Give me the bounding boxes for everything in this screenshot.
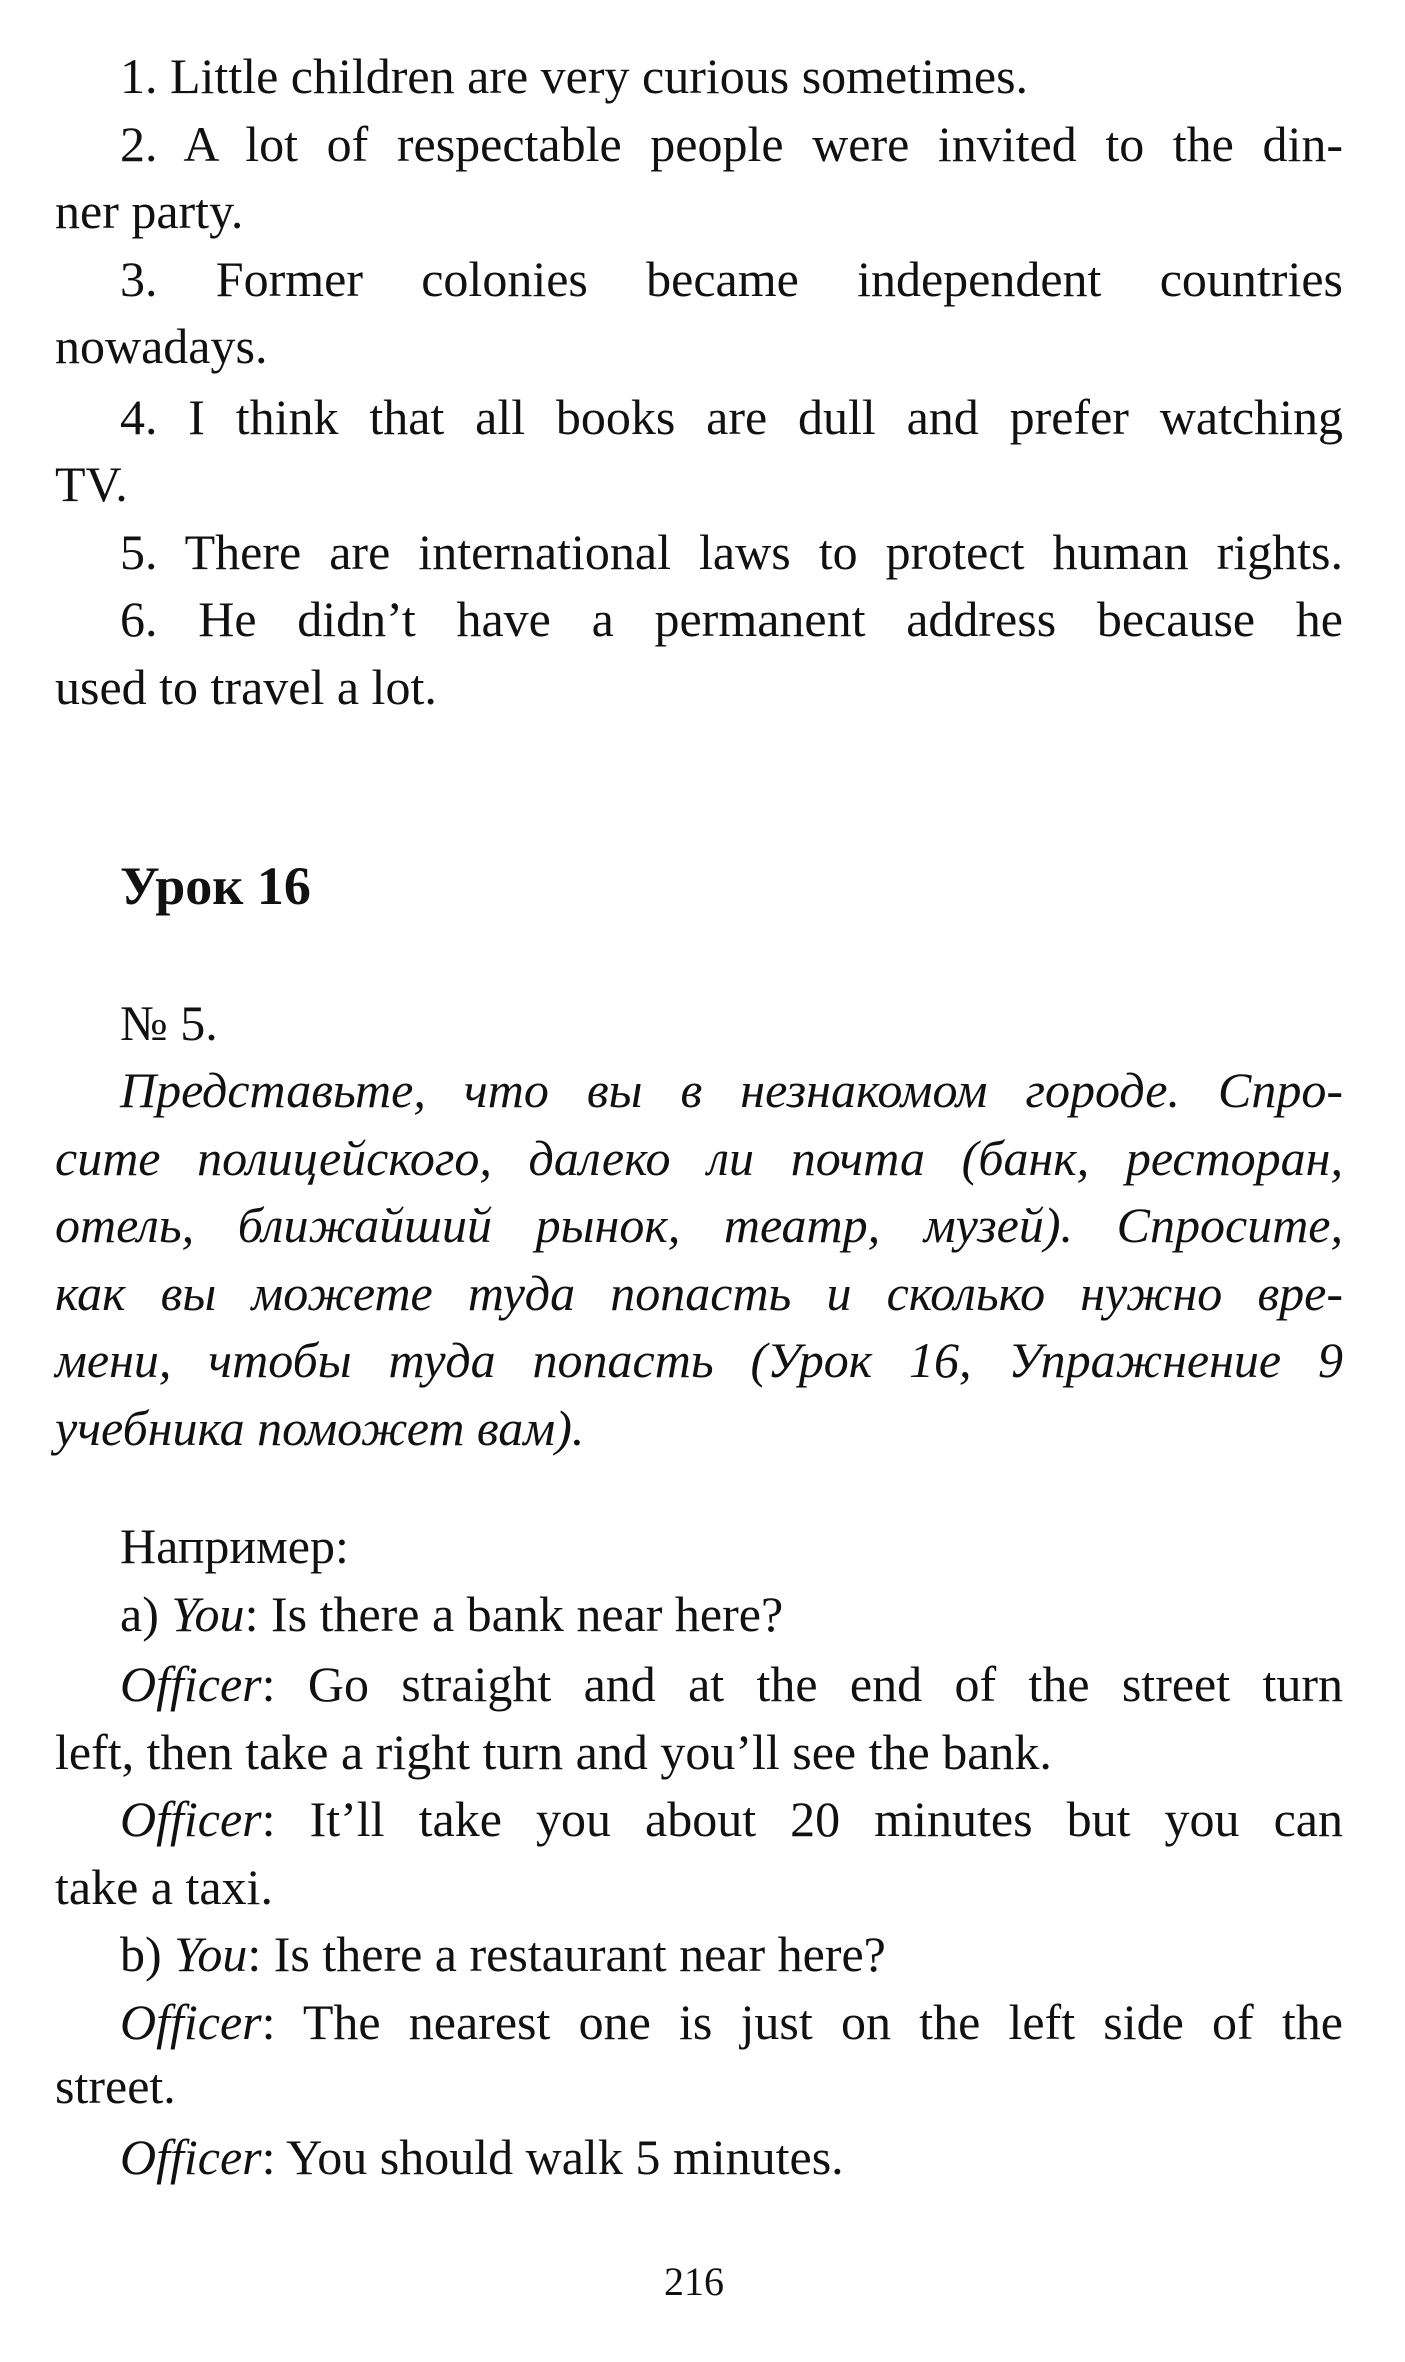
dialogue-line xyxy=(55,1720,1343,1784)
line-text: : It’ll take you about 20 minutes but you can xyxy=(261,1791,1343,1847)
dialogue-line xyxy=(55,1787,1343,1851)
task-instruction-line xyxy=(55,1058,1343,1122)
speaker-label: Officer xyxy=(120,1993,262,2050)
task-instruction-line xyxy=(55,1261,1343,1325)
line-text: 4. I think that all books are dull and prefer watching xyxy=(120,388,1343,445)
line-text: b) xyxy=(120,1926,175,1982)
line-text: ner party. xyxy=(55,183,244,239)
page-number: 216 xyxy=(664,2259,724,2304)
exercise-answer-line xyxy=(55,520,1343,584)
line-text: nowadays. xyxy=(55,318,268,374)
line-text: left, then take a right turn and you’ll see the bank. xyxy=(55,1723,1052,1780)
line-text: Представьте, что вы в незнакомом городе. Спро- xyxy=(120,1062,1343,1118)
dialogue-line xyxy=(55,1855,1343,1919)
line-text: TV. xyxy=(55,456,128,512)
line-text: 2. A lot of respectable people were invited to the din- xyxy=(120,115,1343,172)
task-instruction-line xyxy=(55,1396,1343,1460)
line-text: used to travel a lot. xyxy=(55,658,437,715)
example-label xyxy=(55,1514,1343,1578)
speaker-label: Officer xyxy=(120,1791,262,1847)
exercise-answer-line xyxy=(55,452,1343,516)
speaker-label: You xyxy=(171,1585,245,1642)
dialogue-line xyxy=(55,1582,1343,1646)
line-text: 3. Former colonies became independent countries xyxy=(120,250,1343,307)
line-text: № 5. xyxy=(120,994,218,1051)
exercise-answer-line xyxy=(55,44,1343,108)
exercise-answer-line xyxy=(55,112,1343,176)
line-text: : Is there a restaurant near here? xyxy=(247,1926,886,1982)
exercise-number xyxy=(55,991,1343,1055)
speaker-label: Officer xyxy=(120,2128,262,2185)
dialogue-line xyxy=(55,1990,1343,2054)
speaker-label: You xyxy=(174,1926,248,1982)
exercise-answer-line xyxy=(55,247,1343,311)
speaker-label: Officer xyxy=(120,1656,262,1712)
dialogue-line xyxy=(55,2125,1343,2189)
line-text: 1. Little children are very curious sometimes. xyxy=(120,48,1029,104)
line-text: учебника поможет вам). xyxy=(55,1399,585,1456)
line-text: 5. There are international laws to protect human rights. xyxy=(120,523,1343,580)
line-text: : Is there a bank near here? xyxy=(244,1585,784,1642)
line-text: : The nearest one is just on the left side of the xyxy=(261,1993,1343,2050)
dialogue-line xyxy=(55,2054,1343,2118)
line-text: a) xyxy=(120,1585,172,1642)
task-instruction-line xyxy=(55,1126,1343,1190)
line-text: мени, чтобы туда попасть (Урок 16, Упражнение 9 xyxy=(55,1332,1343,1388)
dialogue-line xyxy=(55,1922,1343,1986)
line-text: как вы можете туда попасть и сколько нужно вре- xyxy=(55,1264,1343,1321)
line-text: Например: xyxy=(120,1518,349,1574)
line-text: 6. He didn’t have a permanent address because he xyxy=(120,591,1343,647)
lesson-heading xyxy=(55,854,1343,918)
task-instruction-line xyxy=(55,1193,1343,1257)
exercise-answer-line xyxy=(55,655,1343,719)
line-text: отель, ближайший рынок, театр, музей). Спросите, xyxy=(55,1197,1343,1253)
line-text: take a taxi. xyxy=(55,1858,273,1915)
line-text: street. xyxy=(55,2058,176,2114)
task-instruction-line xyxy=(55,1328,1343,1392)
exercise-answer-line xyxy=(55,385,1343,449)
exercise-answer-line xyxy=(55,179,1343,243)
exercise-answer-line xyxy=(55,587,1343,651)
exercise-answer-line xyxy=(55,314,1343,378)
line-text: сите полицейского, далеко ли почта (банк, ресторан, xyxy=(55,1129,1343,1186)
line-text: : You should walk 5 minutes. xyxy=(261,2128,844,2185)
dialogue-line xyxy=(55,1652,1343,1716)
line-text: : Go straight and at the end of the street turn xyxy=(261,1656,1343,1712)
line-text: Урок 16 xyxy=(120,856,311,916)
